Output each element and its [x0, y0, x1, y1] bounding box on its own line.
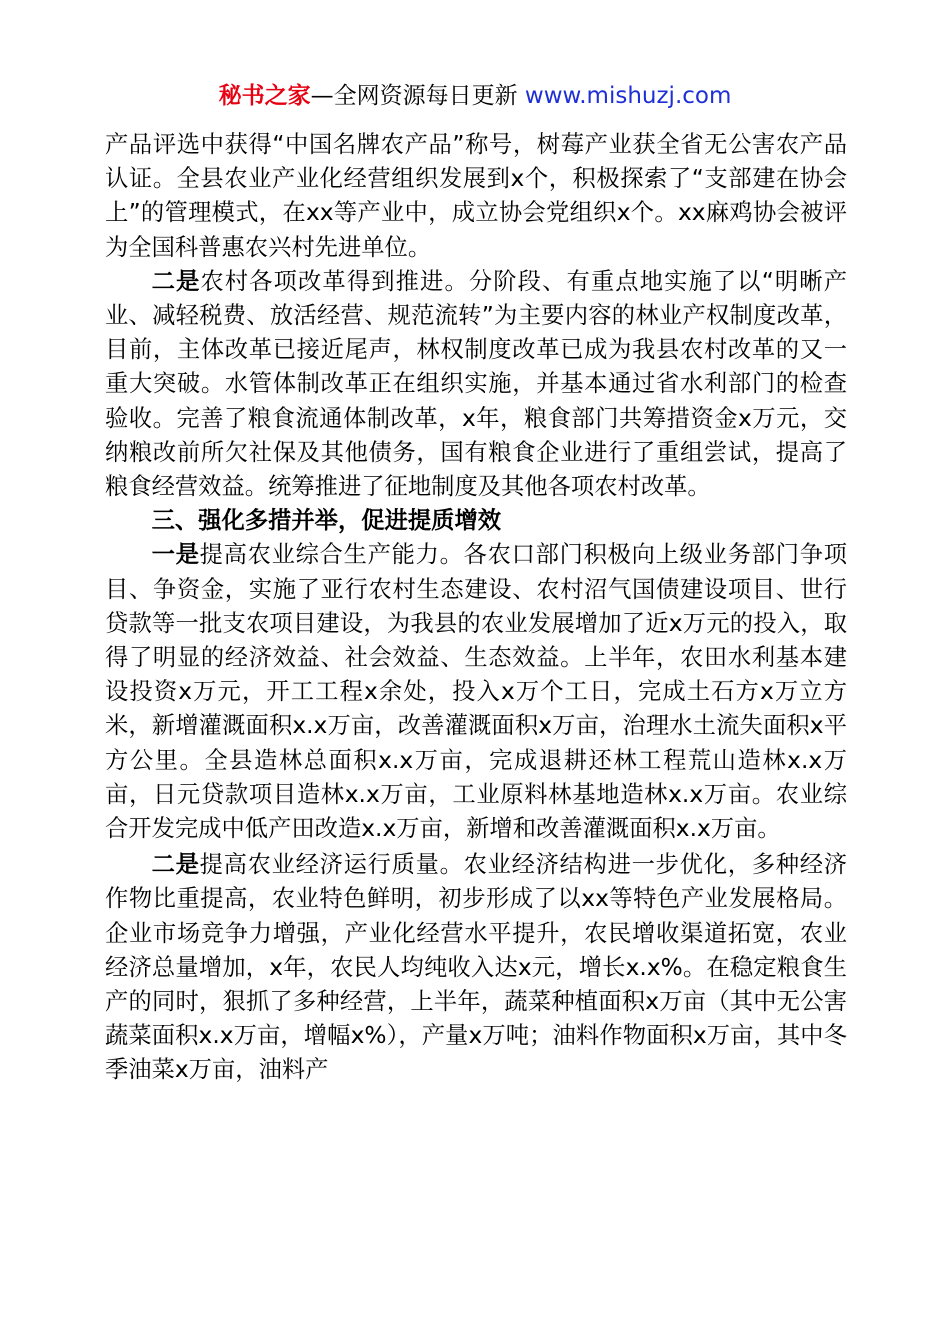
header-tagline: —全网资源每日更新: [310, 83, 518, 109]
page-header: [0, 80, 950, 112]
paragraph-4: [105, 848, 847, 1087]
brand-name: 秘书之家: [218, 83, 311, 109]
paragraph-4-text: 提高农业经济运行质量。农业经济结构进一步优化，多种经济作物比重提高，农业特色鲜明，初步形成了以xx等特色产业发展格局。企业市场竞争力增强，产业化经营水平提升，农民增收渠道拓宽，农业经济总量增加，x年，农民人均纯收入达x元，增长x.x%。在稳定粮食生产的同时，狠抓了多种经营，上半年，蔬菜种植面积x万亩（其中无公害蔬菜面积x.x万亩，增幅x%），产量x万吨；油料作物面积x万亩，其中冬季油菜x万亩，油料产: [105, 851, 848, 1084]
paragraph-3-text: 提高农业综合生产能力。各农口部门积极向上级业务部门争项目、争资金，实施了亚行农村生态建设、农村沼气国债建设项目、世行贷款等一批支农项目建设，为我县的农业发展增加了近x万元的投入，取得了明显的经济效益、社会效益、生态效益。上半年，农田水利基本建设投资x万元，开工工程x余处，投入x万个工日，完成土石方x万立方米，新增灌溉面积x.x万亩，改善灌溉面积x万亩，治理水土流失面积x平方公里。全县造林总面积x.x万亩，完成退耕还林工程荒山造林x.x万亩，日元贷款项目造林x.x万亩，工业原料林基地造林x.x万亩。农业综合开发完成中低产田改造x.x万亩，新增和改善灌溉面积x.x万亩。: [105, 541, 848, 843]
paragraph-3: [105, 538, 847, 846]
paragraph-3-lead: 一是: [151, 541, 200, 569]
section-heading-3: 三、强化多措并举，促进提质增效: [151, 507, 502, 535]
document-body: [105, 128, 847, 1088]
paragraph-2-text: 农村各项改革得到推进。分阶段、有重点地实施了以“明晰产业、减轻税费、放活经营、规范流转”为主要内容的林业产权制度改革，目前，主体改革已接近尾声，林权制度改革已成为我县农村改革的又一重大突破。水管体制改革正在组织实施，并基本通过省水利部门的检查验收。完善了粮食流通体制改革，x年，粮食部门共筹措资金x万元，交纳粮改前所欠社保及其他债务，国有粮食企业进行了重组尝试，提高了粮食经营效益。统筹推进了征地制度及其他各项农村改革。: [105, 267, 847, 501]
paragraph-2: [105, 265, 847, 504]
paragraph-4-lead: 二是: [151, 851, 200, 879]
paragraph-1: 产品评选中获得“中国名牌农产品”称号，树莓产业获全省无公害农产品认证。全县农业产业化经营组织发展到x个，积极探索了“支部建在协会上”的管理模式，在xx等产业中，成立协会党组织x个。xx麻鸡协会被评为全国科普惠农兴村先进单位。: [105, 131, 847, 261]
site-link[interactable]: www.mishuzj.com: [524, 83, 732, 109]
paragraph-2-lead: 二是: [151, 267, 201, 295]
